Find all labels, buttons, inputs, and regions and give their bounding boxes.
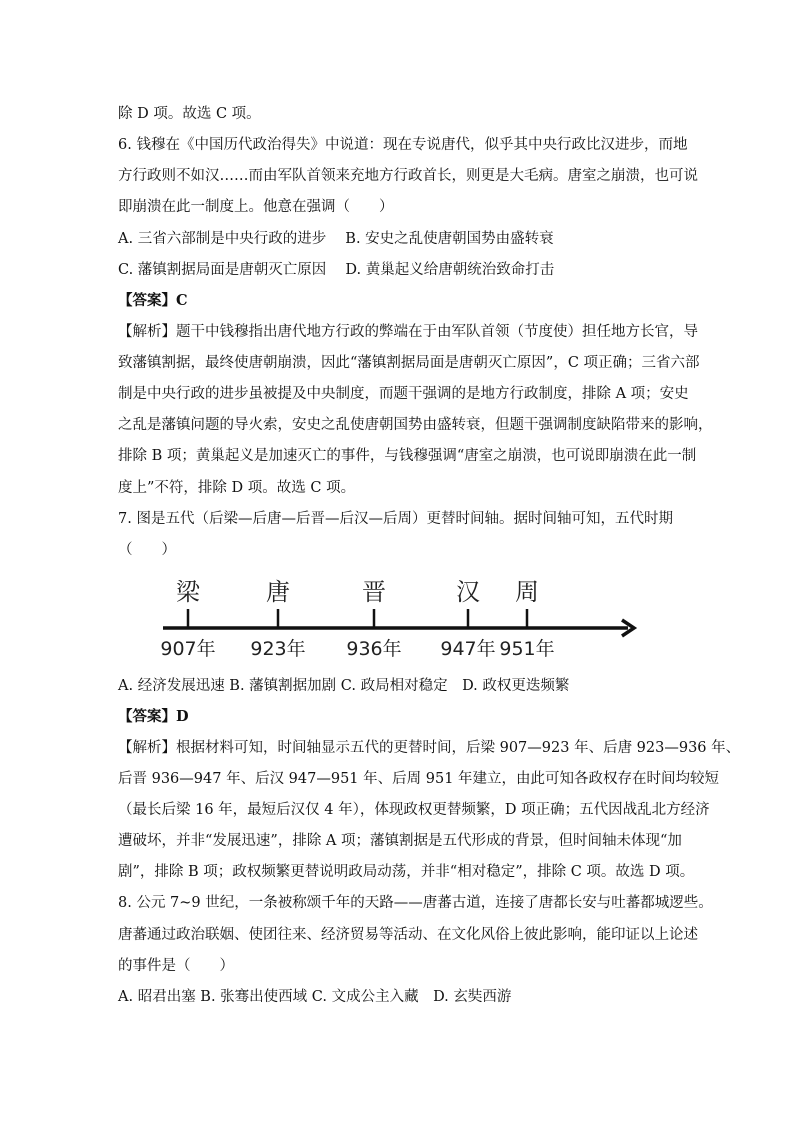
timeline-year-label: 936年 xyxy=(346,638,402,660)
timeline-svg xyxy=(160,570,650,665)
question-6-analysis-3: 制是中央行政的进步虽被提及中央制度，而题干强调的是地方行政制度，排除 A 项；安史 xyxy=(118,386,689,402)
question-7-analysis-1: 【解析】根据材料可知，时间轴显示五代的更替时间，后梁 907—923 年、后唐 923—936 年、 xyxy=(118,740,741,756)
question-7-answer: 【答案】D xyxy=(118,708,189,725)
timeline-dynasty-label: 汉 xyxy=(456,578,480,606)
question-6-options-cd: C. 藩镇割据局面是唐朝灭亡原因 D. 黄巢起义给唐朝统治致命打击 xyxy=(118,262,555,278)
question-6-analysis-4: 之乱是藩镇问题的导火索，安史之乱使唐朝国势由盛转衰，但题干强调制度缺陷带来的影响， xyxy=(118,417,713,433)
question-8-options: A. 昭君出塞 B. 张骞出使西域 C. 文成公主入藏 D. 玄奘西游 xyxy=(118,989,512,1005)
text-line-1: 除 D 项。故选 C 项。 xyxy=(118,106,261,122)
timeline-year-label: 923年 xyxy=(250,638,306,660)
question-7-options: A. 经济发展迅速 B. 藩镇割据加剧 C. 政局相对稳定 D. 政权更迭频繁 xyxy=(118,678,570,694)
timeline-year-label: 951年 xyxy=(499,638,555,660)
question-6-line-3: 即崩溃在此一制度上。他意在强调（ ） xyxy=(118,199,394,215)
question-6-answer: 【答案】C xyxy=(118,292,188,309)
timeline-year-label: 907年 xyxy=(160,638,216,660)
question-6-options-ab: A. 三省六部制是中央行政的进步 B. 安史之乱使唐朝国势由盛转衰 xyxy=(118,231,554,247)
timeline-dynasty-label: 晋 xyxy=(362,578,386,606)
question-7-line-1: 7. 图是五代（后梁—后唐—后晋—后汉—后周）更替时间轴。据时间轴可知，五代时期 xyxy=(118,511,673,527)
question-7-analysis-4: 遭破坏，并非“发展迅速”，排除 A 项；藩镇割据是五代形成的背景，但时间轴未体现“加 xyxy=(118,833,682,849)
question-7-line-2: （ ） xyxy=(118,542,176,558)
five-dynasties-timeline xyxy=(160,570,650,665)
timeline-year-label: 947年 xyxy=(440,638,496,660)
timeline-dynasty-label: 周 xyxy=(515,578,539,606)
timeline-dynasty-label: 梁 xyxy=(176,578,200,606)
question-8-line-3: 的事件是（ ） xyxy=(118,958,234,974)
timeline-dynasty-label: 唐 xyxy=(266,578,290,606)
question-6-line-2: 方行政则不如汉……而由军队首领来充地方行政首长，则更是大毛病。唐室之崩溃，也可说 xyxy=(118,168,698,184)
question-8-line-2: 唐蕃通过政治联姻、使团往来、经济贸易等活动、在文化风俗上彼此影响，能印证以上论述 xyxy=(118,927,698,943)
question-7-analysis-2: 后晋 936—947 年、后汉 947—951 年、后周 951 年建立，由此可知各政权存在时间均较短 xyxy=(118,771,720,787)
question-7-analysis-5: 剧”，排除 B 项；政权频繁更替说明政局动荡，并非“相对稳定”，排除 C 项。故选 D 项。 xyxy=(118,864,695,880)
question-7-analysis-3: （最长后梁 16 年，最短后汉仅 4 年），体现政权更替频繁，D 项正确；五代因战乱北方经济 xyxy=(118,802,710,818)
question-6-analysis-5: 排除 B 项；黄巢起义是加速灭亡的事件，与钱穆强调“唐室之崩溃，也可说即崩溃在此一制 xyxy=(118,448,697,464)
question-6-line-1: 6. 钱穆在《中国历代政治得失》中说道：现在专说唐代，似乎其中央行政比汉进步，而地 xyxy=(118,137,688,153)
question-6-analysis-6: 度上”不符，排除 D 项。故选 C 项。 xyxy=(118,480,356,496)
question-6-analysis-1: 【解析】题干中钱穆指出唐代地方行政的弊端在于由军队首领（节度使）担任地方长官，导 xyxy=(118,324,698,340)
question-8-line-1: 8. 公元 7~9 世纪，一条被称颂千年的天路——唐蕃古道，连接了唐都长安与吐蕃都城逻些。 xyxy=(118,895,713,911)
question-6-analysis-2: 致藩镇割据，最终使唐朝崩溃，因此“藩镇割据局面是唐朝灭亡原因”，C 项正确；三省六部 xyxy=(118,355,700,371)
